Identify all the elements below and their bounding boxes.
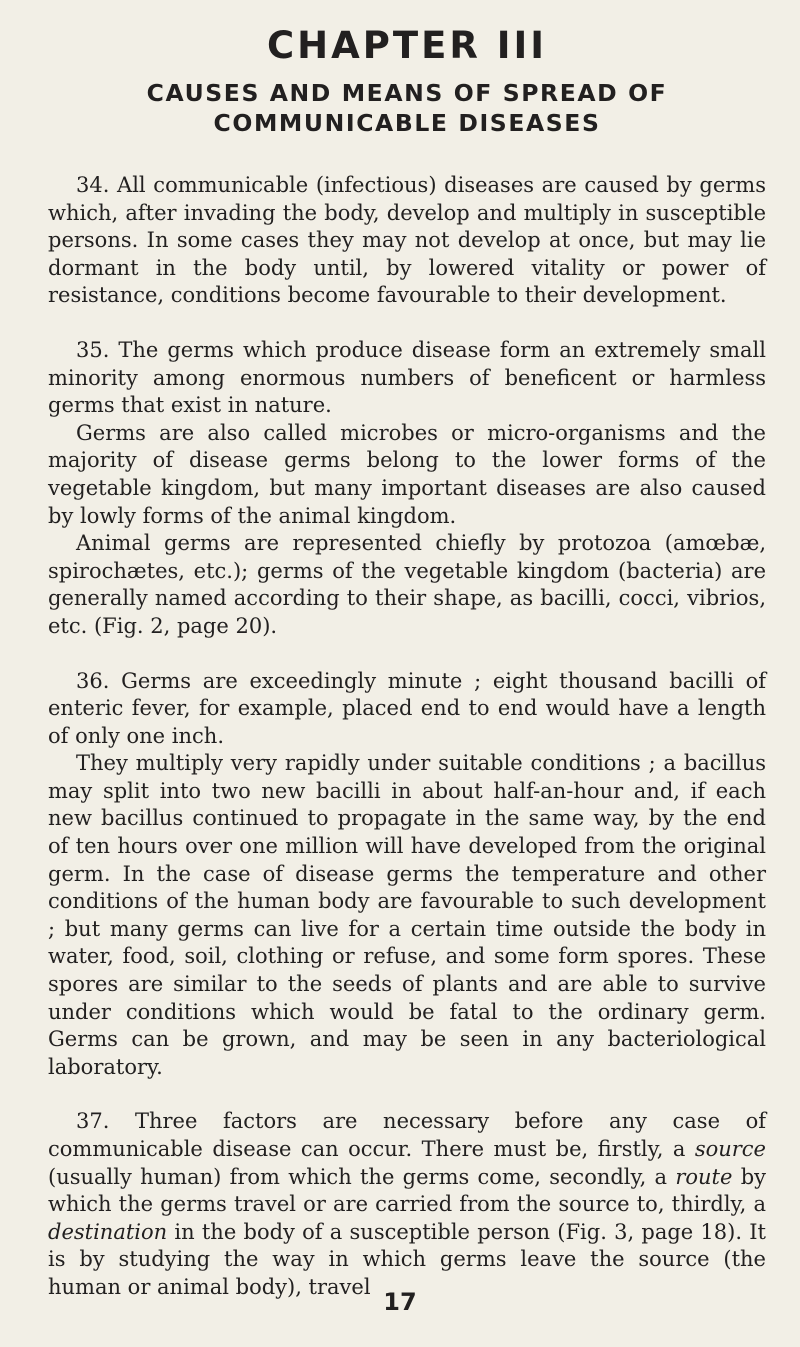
paragraph-35: 35. The germs which produce disease form an extremely small minority among enormous numbers of beneficent or harmless germs that exist in nature.	[48, 337, 766, 418]
term-destination: destination	[48, 1219, 168, 1244]
term-route: route	[675, 1164, 733, 1189]
paragraph-germs-microbes: Germs are also called microbes or micro-organisms and the majority of disease germs belong to the lower forms of the vegetable kingdom, but many important diseases are also caused by lowly forms of the animal kingdom.	[48, 420, 766, 528]
paragraph-animal-germs: Animal germs are represented chiefly by protozoa (amœbæ, spirochætes, etc.); germs of the vegetable kingdom (bacteria) are generally named according to their shape, as bacilli, cocci, vibrios, etc. (Fig. 2, page 20).	[48, 531, 766, 638]
paragraph-37-text: (usually human) from which the germs come, secondly, a	[48, 1164, 676, 1189]
paragraph-multiply: They multiply very rapidly under suitable conditions ; a bacillus may split into two new bacilli in about half-an-hour and, if each new bacillus continued to propagate in the same way, by the end of ten hours over one million will have developed from the original germ. In the case of disease germs the temperature and other conditions of the human body are favourable to such development ; but many germs can live for a certain time outside the body in water, food, soil, clothing or refuse, and some form spores. These spores are similar to the seeds of plants and are able to survive under conditions which would be fatal to the ordinary germ. Germs can be grown, and may be seen in any bacteriological laboratory.	[48, 751, 766, 1079]
paragraph-37-text: 37. Three factors are necessary before any case of communicable disease can occur. There must be, firstly, a	[48, 1109, 766, 1161]
paragraph-37-text: by which the germs travel or are carried from the source to, thirdly, a	[48, 1164, 767, 1217]
chapter-heading: CHAPTER III	[266, 24, 548, 67]
body-text	[48, 172, 766, 1302]
page-number: 17	[383, 1288, 417, 1316]
paragraph-37	[48, 1108, 766, 1301]
paragraph-37-text: in the body of a susceptible person (Fig. 3, page 18). It is by studying the way in which germs leave the source (the human or animal body), travel	[48, 1219, 766, 1299]
term-source: source	[694, 1137, 766, 1161]
chapter-title	[48, 78, 766, 138]
chapter-title-line: CAUSES AND MEANS OF SPREAD OF	[146, 79, 668, 107]
chapter-title-line: COMMUNICABLE DISEASES	[213, 109, 601, 137]
paragraph-34: 34. All communicable (infectious) diseases are caused by germs which, after invading the body, develop and multiply in susceptible persons. In some cases they may not develop at once, but may lie dormant in the body until, by lowered vitality or power of resistance, conditions become favourable to their development.	[48, 173, 766, 308]
paragraph-36: 36. Germs are exceedingly minute ; eight thousand bacilli of enteric fever, for example, placed end to end would have a length of only one inch.	[48, 668, 766, 748]
